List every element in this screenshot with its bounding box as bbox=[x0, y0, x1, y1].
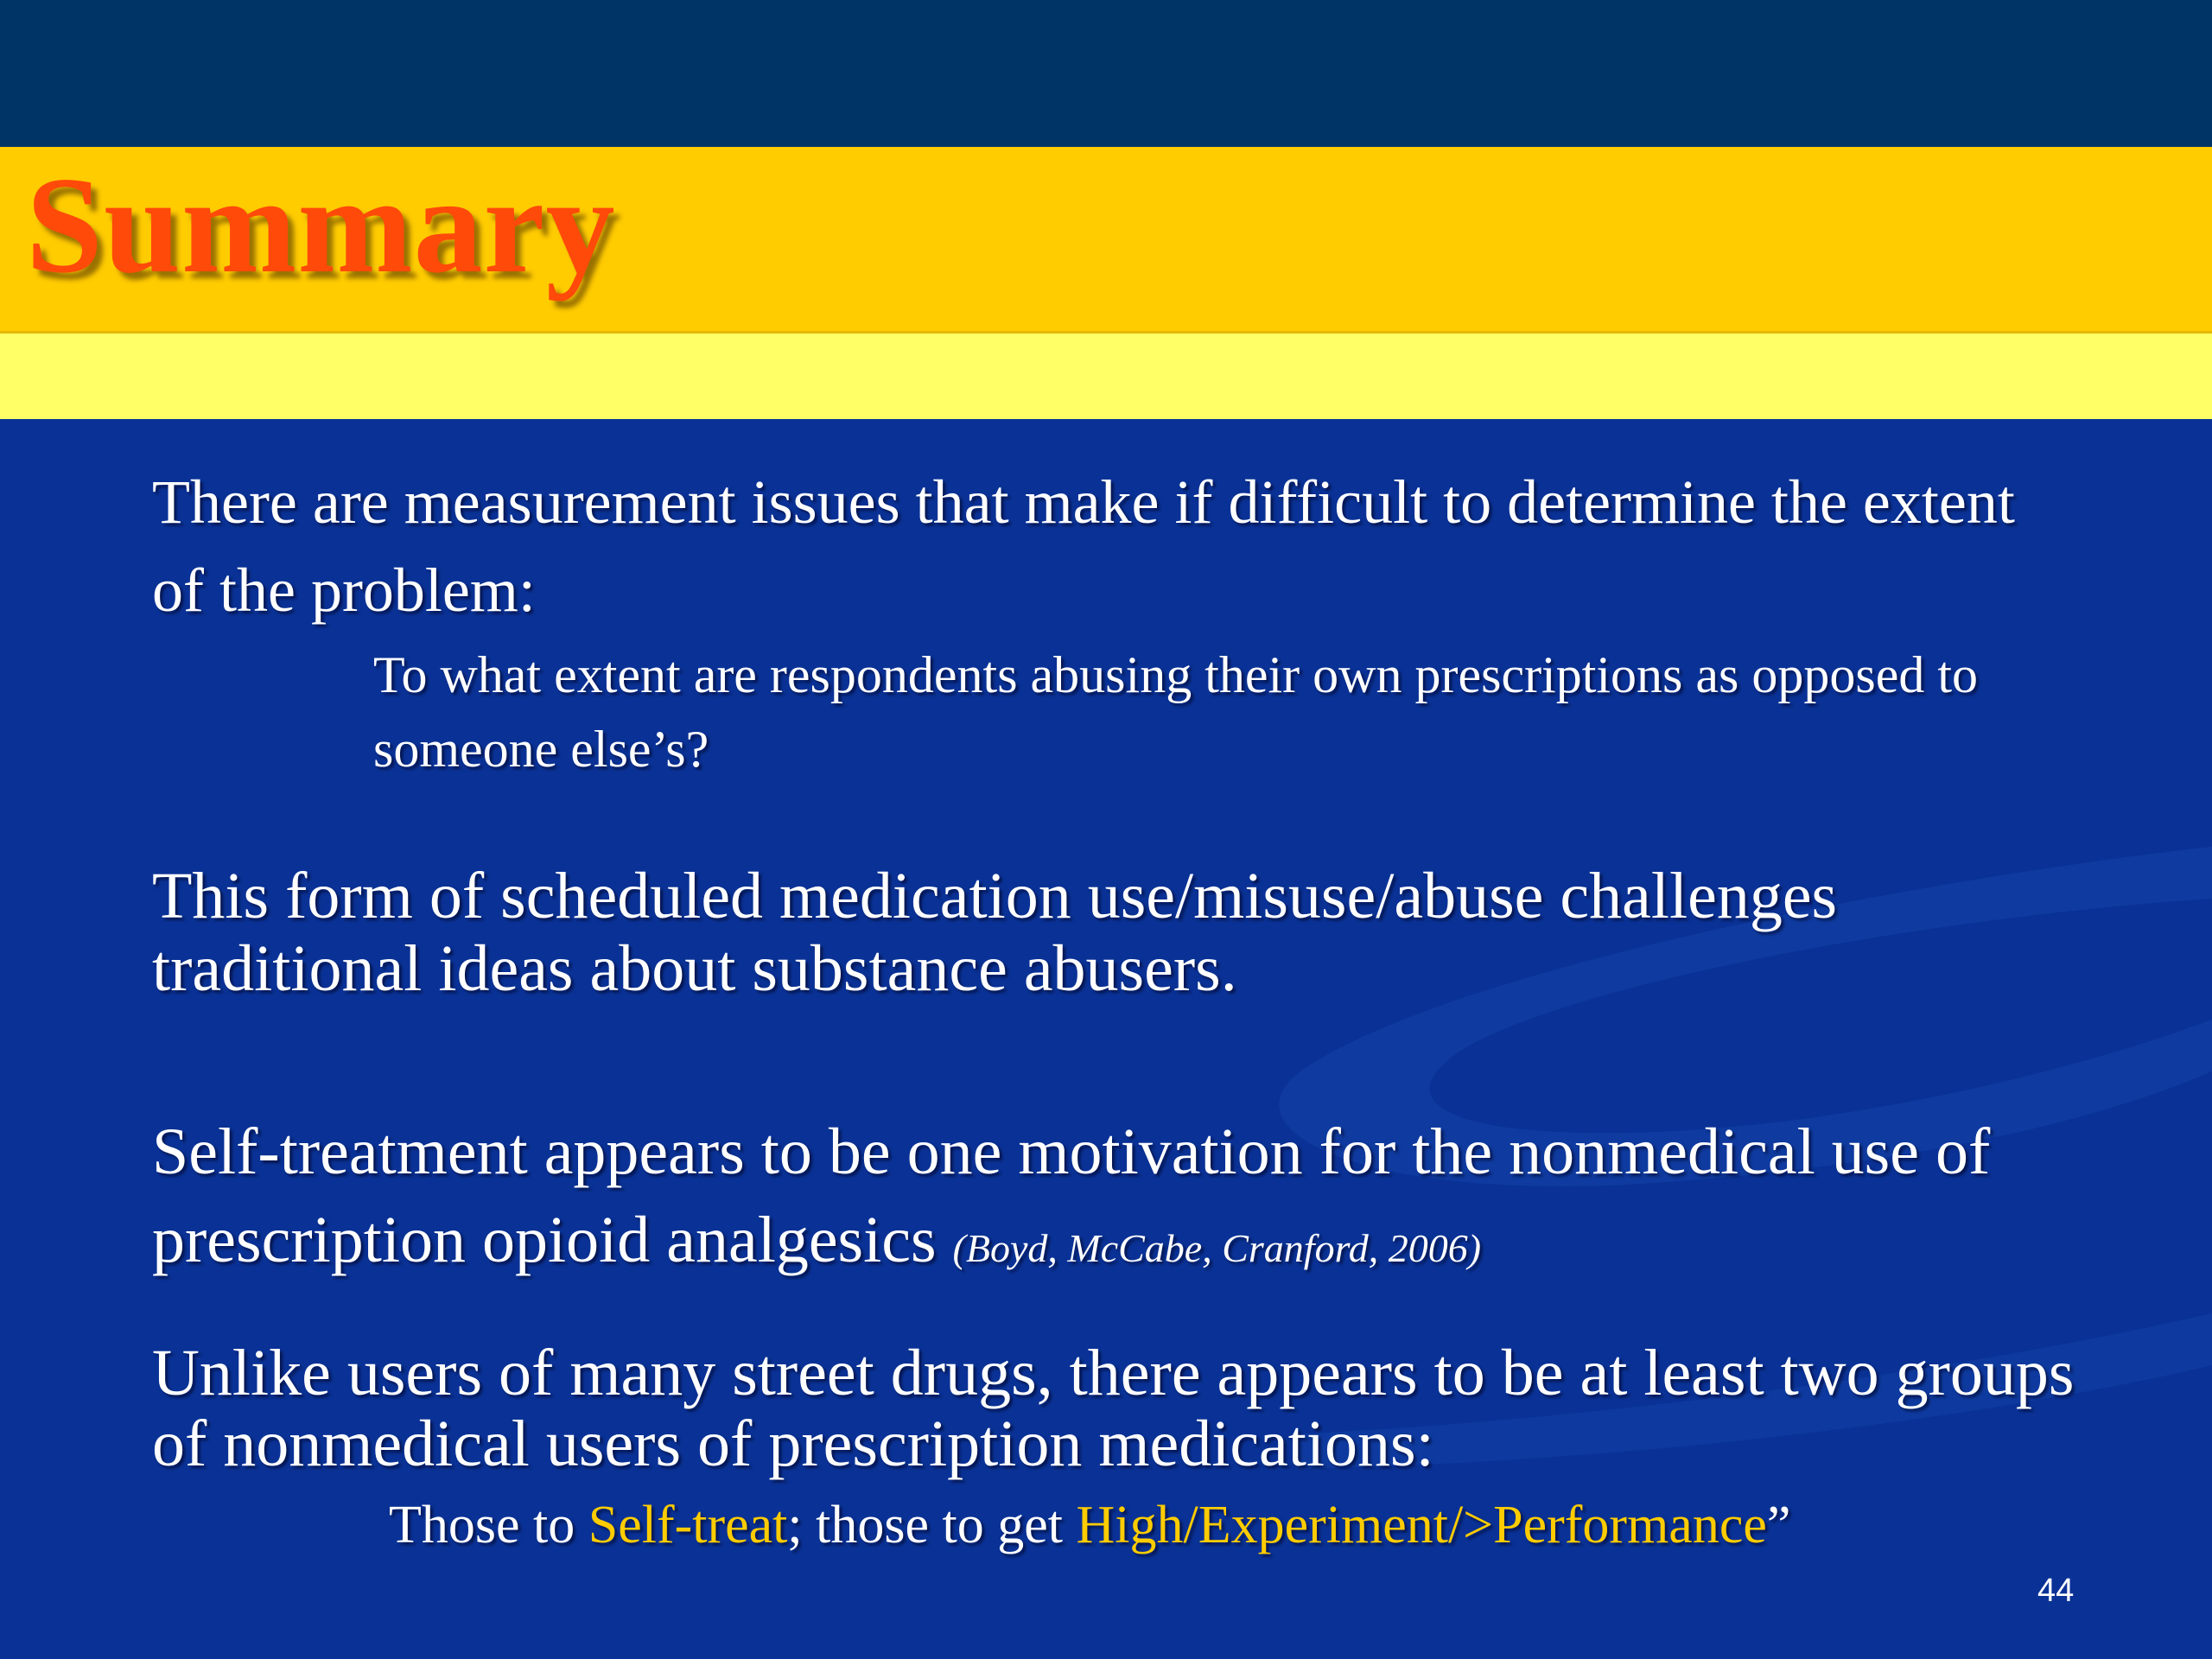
group-high-experiment: High/Experiment/>Performance bbox=[1076, 1496, 1767, 1554]
citation: (Boyd, McCabe, Cranford, 2006) bbox=[952, 1226, 1482, 1270]
subpoint-tail: ” bbox=[1766, 1496, 1791, 1554]
point-measurement-issues: There are measurement issues that make if difficult to determine the extent of the problem: bbox=[152, 467, 2015, 625]
point-challenges-ideas: This form of scheduled medication use/misuse/abuse challenges traditional ideas about substance abusers. bbox=[152, 860, 1838, 1005]
group-self-treat: Self-treat bbox=[588, 1496, 788, 1554]
slide-title: Summary bbox=[26, 148, 616, 302]
point-self-treatment bbox=[152, 1108, 2139, 1293]
point-two-groups: Unlike users of many street drugs, there appears to be at least two groups of nonmedical users of prescription medications: bbox=[152, 1337, 2075, 1480]
self-treatment-text: Self-treatment appears to be one motivation for the nonmedical use of prescription opioid analgesics bbox=[152, 1116, 1991, 1276]
subpoint-lead: Those to bbox=[389, 1496, 588, 1554]
subpoint-mid: ; those to get bbox=[787, 1496, 1077, 1554]
slide-number: 44 bbox=[2037, 1573, 2075, 1609]
point-two-groups-subpoint bbox=[389, 1491, 2203, 1560]
point-measurement-subpoint: To what extent are respondents abusing their own prescriptions as opposed to someone else’s? bbox=[373, 646, 1979, 778]
